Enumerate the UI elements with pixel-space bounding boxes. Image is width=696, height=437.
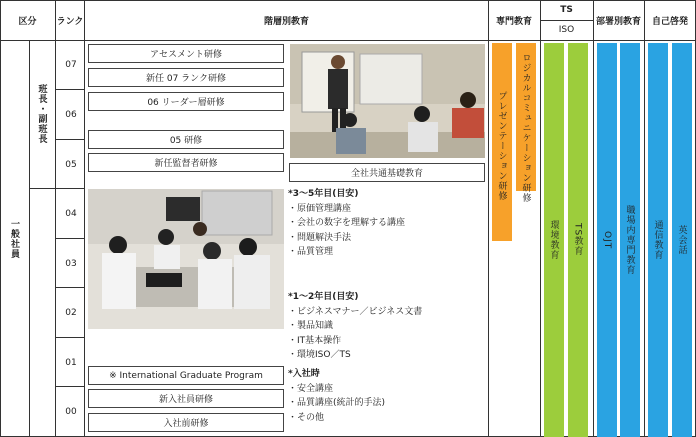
header-category: 区分 [18,16,37,27]
rank-01: 01 [65,357,77,368]
block-3-5-title: *3～5年目(目安) [288,189,359,199]
bar-ts: TS教育 [568,43,588,437]
label-leader: 班長・副班長 [36,84,47,144]
course-assessment: アセスメント研修 [88,44,284,63]
rank-02: 02 [65,308,77,318]
block-item: ・環境ISO／TS [288,350,351,360]
header-rank: ランク [56,16,84,27]
course-new-supervisor: 新任監督者研修 [88,153,284,172]
label-general-staff: 一般社員 [9,218,19,259]
bar-english: 英会話 [672,43,692,437]
rank-06: 06 [65,110,77,120]
bar-ojt: OJT [597,43,617,437]
bar-correspondence: 通信教育 [648,43,668,437]
block-3-5-years [288,187,405,260]
block-joining [288,367,385,425]
course-common-foundation: 全社共通基礎教育 [289,163,485,182]
header-specialized: 専門教育 [495,16,532,27]
header-tiered: 階層別教育 [263,16,309,27]
header-department: 部署別教育 [595,16,641,27]
rank-04: 04 [65,209,77,219]
classroom-photo [290,44,485,158]
bar-environment: 環境教育 [544,43,564,437]
bar-logical: ロジカルコミュニケーション研修 [516,43,536,191]
block-joining-title: *入社時 [288,369,320,379]
header-iso: ISO [558,25,575,35]
course-new-07: 新任 07 ランク研修 [88,68,284,87]
block-item: ・ビジネスマナー／ビジネス文書 [288,306,423,317]
course-igp: ※ International Graduate Program [88,366,284,385]
block-item: ・その他 [288,412,325,423]
block-item: ・製品知識 [288,321,334,331]
rank-07: 07 [65,60,77,70]
rank-00: 00 [65,407,77,417]
block-1-2-title: *1～2年目(目安) [288,292,359,302]
block-item: ・問題解決手法 [288,232,352,243]
rank-03: 03 [65,258,77,269]
bar-presentation: プレゼンテーション研修 [492,43,512,241]
course-new-employee: 新入社員研修 [88,389,284,408]
block-item: ・原価管理講座 [288,203,352,214]
block-item: ・品質管理 [288,247,334,257]
bar-workplace: 職場内専門教育 [620,43,640,437]
training-photo [88,189,284,329]
block-item: ・品質講座(統計的手法) [288,398,386,408]
header-self: 自己啓発 [651,16,688,27]
course-pre-employment: 入社前研修 [88,413,284,432]
header-ts: TS [560,5,573,15]
block-item: ・安全講座 [288,383,334,394]
block-1-2-years [288,290,422,363]
block-item: ・会社の数字を理解する講座 [288,218,406,228]
course-06-leader: 06 リーダー層研修 [88,92,284,111]
block-item: ・IT基本操作 [288,335,342,346]
rank-05: 05 [65,159,77,170]
course-05: 05 研修 [88,130,284,149]
